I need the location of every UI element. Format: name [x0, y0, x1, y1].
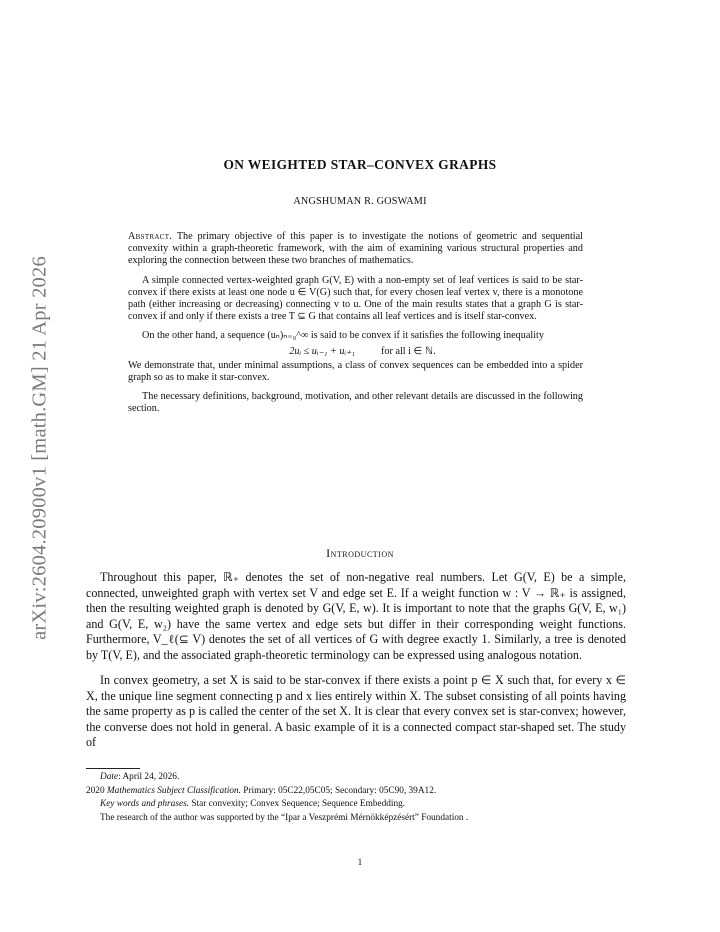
date-label: Date [100, 772, 119, 782]
abstract-label: Abstract. [128, 231, 173, 242]
msc-label: Mathematics Subject Classification. [106, 785, 241, 796]
equation-rhs: for all i ∈ ℕ. [381, 345, 436, 357]
intro-paragraph-2 [86, 673, 626, 751]
intro-paragraph-1 [86, 570, 626, 664]
convexity-inequality [128, 346, 583, 358]
equation-lhs: 2uᵢ ≤ uᵢ₋₁ + uᵢ₊₁ [289, 345, 356, 357]
keywords-value: Star convexity; Convex Sequence; Sequence Embedding. [189, 799, 406, 810]
abstract-p3-tail: We demonstrate that, under minimal assumptions, a class of convex sequences can be embedded into a spider graph so as to make it star-convex. [128, 359, 583, 384]
intro-paragraph-1-text: Throughout this paper, ℝ₊ denotes the set of non-negative real numbers. Let G(V, E) be a simple, connected, unweighted graph with vertex set V and edge set E. If a weight function w : V → ℝ₊ is assigned, then the resulting weighted graph is denoted by G(V, E, w). It is important to note that the graphs G(V, E, w₁) and G(V, E, w₂) have the same vertex and edge sets but differ in their corresponding weight functions. Furthermore, V_ℓ(⊆ V) denotes the set of all vertices of G with degree exactly 1. Similarly, a tree is denoted by T(V, E), and the associated graph-theoretic terminology can be expressed using analogous notation. [86, 570, 626, 662]
abstract-p3-lead: On the other hand, a sequence (uₙ)ₙ₌₀^∞ is said to be convex if it satisfies the following inequality [142, 330, 544, 342]
section-title-introduction: Introduction [326, 546, 394, 560]
msc-value: Primary: 05C22,05C05; Secondary: 05C90, 39A12. [240, 785, 437, 796]
abstract-paragraph-4: The necessary definitions, background, motivation, and other relevant details are discussed in the following section. [128, 391, 583, 415]
intro-paragraph-2-text: In convex geometry, a set X is said to be star-convex if there exists a point p ∈ X such that, for every x ∈ X, the unique line segment connecting p and x lies entirely within X. The subset consisting of all points having the same property as p is called the center of the set X. It is clear that every convex set is star-convex; however, the converse does not hold in general. A basic example of it is a connected compact star-shaped set. The study of [86, 673, 626, 750]
abstract-paragraph-3 [128, 330, 583, 384]
abstract-paragraph-2: A simple connected vertex-weighted graph G(V, E) with a non-empty set of leaf vertices is said to be star-convex if there exists at least one node u ∈ V(G) such that, for every chosen leaf vertex v, there is a monotone path (either increasing or decreasing) connecting v to u. One of the main results states that a graph G is star-convex if and only if there exists a tree T ⊆ G that contains all leaf vertices and is itself star-convex. [128, 274, 583, 323]
page-number: 1 [357, 858, 363, 868]
msc-prefix: 2020 [86, 785, 107, 796]
footnote-date [100, 771, 620, 785]
date-value: : April 24, 2026. [118, 772, 180, 782]
footnote-divider [86, 768, 140, 769]
footnote-keywords [100, 798, 620, 812]
keywords-label: Key words and phrases. [100, 799, 190, 810]
abstract-p1-text: The primary objective of this paper is to investigate the notions of geometric and sequential convexity within a graph-theoretic framework, with the aim of examining various structural properties and exploring the connection between these two branches of mathematics. [128, 231, 583, 267]
footnotes [86, 771, 620, 825]
footnote-funding: The research of the author was supported by the “Ipar a Veszprémi Mérnökképzésért” Foundation . [100, 812, 469, 823]
arxiv-identifier-stamp: arXiv:2604.20900v1 [math.GM] 21 Apr 2026 [28, 256, 51, 640]
paper-title: ON WEIGHTED STAR–CONVEX GRAPHS [223, 157, 497, 172]
abstract-paragraph-1 [128, 231, 583, 268]
footnote-msc [86, 785, 620, 799]
abstract [128, 231, 583, 423]
author-name: ANGSHUMAN R. GOSWAMI [293, 196, 427, 207]
